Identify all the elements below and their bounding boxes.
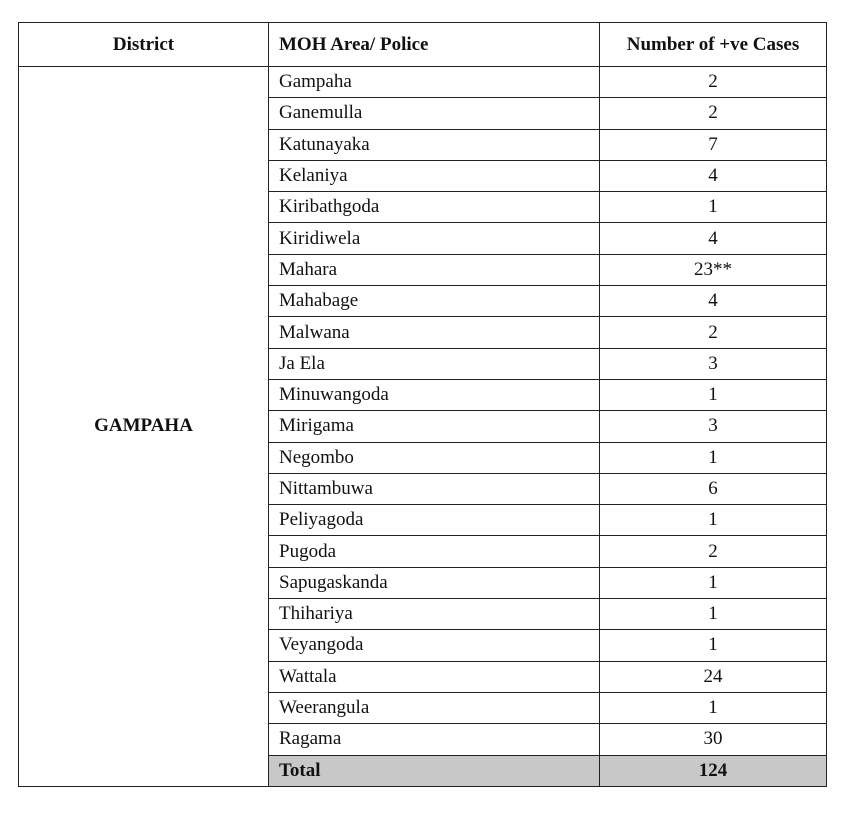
case-count-cell: 1: [600, 567, 827, 598]
case-count-cell: 4: [600, 223, 827, 254]
case-count-cell: 30: [600, 724, 827, 755]
moh-area-cell: Negombo: [269, 442, 600, 473]
case-count-cell: 1: [600, 379, 827, 410]
moh-area-cell: Mahara: [269, 254, 600, 285]
moh-area-cell: Malwana: [269, 317, 600, 348]
cases-table: [18, 22, 827, 787]
moh-area-cell: Gampaha: [269, 67, 600, 98]
table-body: [19, 67, 827, 787]
moh-area-cell: Peliyagoda: [269, 505, 600, 536]
moh-area-cell: Ganemulla: [269, 98, 600, 129]
moh-area-cell: Ja Ela: [269, 348, 600, 379]
moh-area-cell: Weerangula: [269, 692, 600, 723]
case-count-cell: 7: [600, 129, 827, 160]
case-count-cell: 23**: [600, 254, 827, 285]
case-count-cell: 1: [600, 692, 827, 723]
case-count-cell: 24: [600, 661, 827, 692]
moh-area-cell: Wattala: [269, 661, 600, 692]
moh-area-cell: Thihariya: [269, 599, 600, 630]
case-count-cell: 1: [600, 192, 827, 223]
case-count-cell: 3: [600, 411, 827, 442]
case-count-cell: 6: [600, 473, 827, 504]
moh-area-cell: Veyangoda: [269, 630, 600, 661]
case-count-cell: 2: [600, 317, 827, 348]
table-header-row: [19, 23, 827, 67]
total-count: 124: [600, 755, 827, 786]
total-label: Total: [269, 755, 600, 786]
cases-table-container: [18, 22, 827, 787]
case-count-cell: 1: [600, 442, 827, 473]
moh-area-cell: Kelaniya: [269, 160, 600, 191]
moh-area-cell: Minuwangoda: [269, 379, 600, 410]
header-moh-area: MOH Area/ Police: [269, 23, 600, 67]
moh-area-cell: Katunayaka: [269, 129, 600, 160]
moh-area-cell: Sapugaskanda: [269, 567, 600, 598]
moh-area-cell: Nittambuwa: [269, 473, 600, 504]
case-count-cell: 3: [600, 348, 827, 379]
moh-area-cell: Pugoda: [269, 536, 600, 567]
case-count-cell: 2: [600, 67, 827, 98]
moh-area-cell: Ragama: [269, 724, 600, 755]
case-count-cell: 2: [600, 536, 827, 567]
case-count-cell: 1: [600, 630, 827, 661]
case-count-cell: 1: [600, 505, 827, 536]
district-name: GAMPAHA: [19, 67, 269, 787]
header-case-count: Number of +ve Cases: [600, 23, 827, 67]
moh-area-cell: Kiridiwela: [269, 223, 600, 254]
header-district: District: [19, 23, 269, 67]
moh-area-cell: Mirigama: [269, 411, 600, 442]
case-count-cell: 4: [600, 286, 827, 317]
moh-area-cell: Kiribathgoda: [269, 192, 600, 223]
case-count-cell: 1: [600, 599, 827, 630]
case-count-cell: 2: [600, 98, 827, 129]
case-count-cell: 4: [600, 160, 827, 191]
moh-area-cell: Mahabage: [269, 286, 600, 317]
table-row: [19, 67, 827, 98]
